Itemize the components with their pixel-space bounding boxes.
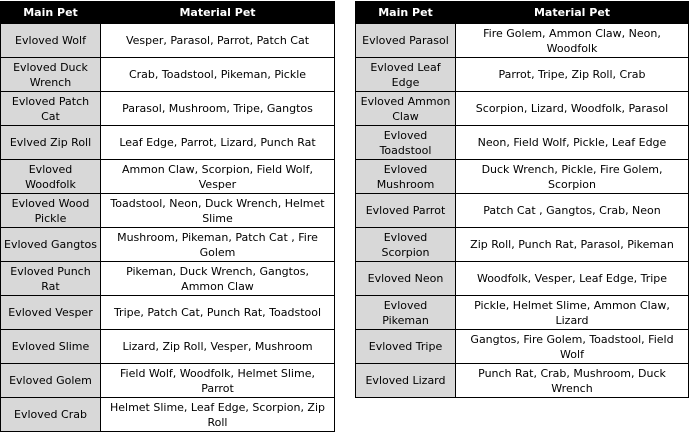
main-pet-cell: Evloved Punch Rat <box>1 262 101 296</box>
material-pet-cell: Pickle, Helmet Slime, Ammon Claw, Lizard <box>456 296 689 330</box>
left-table-body <box>1 24 335 432</box>
main-pet-cell: Evloved Toadstool <box>356 126 456 160</box>
right-table-body <box>356 24 689 398</box>
material-pet-cell: Ammon Claw, Scorpion, Field Wolf, Vesper <box>101 160 335 194</box>
header-material-pet: Material Pet <box>456 2 689 24</box>
table-row <box>1 262 335 296</box>
main-pet-cell: Evloved Neon <box>356 262 456 296</box>
material-pet-cell: Field Wolf, Woodfolk, Helmet Slime, Parrot <box>101 364 335 398</box>
table-row <box>1 160 335 194</box>
table-row <box>1 364 335 398</box>
main-pet-cell: Evloved Pikeman <box>356 296 456 330</box>
main-pet-cell: Evloved Lizard <box>356 364 456 398</box>
main-pet-cell: Evloved Gangtos <box>1 228 101 262</box>
table-row <box>1 330 335 364</box>
table-row <box>1 92 335 126</box>
main-pet-cell: Evloved Golem <box>1 364 101 398</box>
main-pet-cell: Evloved Scorpion <box>356 228 456 262</box>
table-row <box>356 58 689 92</box>
main-pet-cell: Evloved Duck Wrench <box>1 58 101 92</box>
material-pet-cell: Neon, Field Wolf, Pickle, Leaf Edge <box>456 126 689 160</box>
material-pet-cell: Crab, Toadstool, Pikeman, Pickle <box>101 58 335 92</box>
material-pet-cell: Patch Cat , Gangtos, Crab, Neon <box>456 194 689 228</box>
main-pet-cell: Evloved Parrot <box>356 194 456 228</box>
material-pet-cell: Punch Rat, Crab, Mushroom, Duck Wrench <box>456 364 689 398</box>
header-row <box>356 2 689 24</box>
main-pet-cell: Evloved Vesper <box>1 296 101 330</box>
material-pet-cell: Gangtos, Fire Golem, Toadstool, Field Wolf <box>456 330 689 364</box>
table-row <box>356 228 689 262</box>
main-pet-cell: Evloved Ammon Claw <box>356 92 456 126</box>
material-pet-cell: Tripe, Patch Cat, Punch Rat, Toadstool <box>101 296 335 330</box>
table-row <box>1 194 335 228</box>
table-row <box>356 330 689 364</box>
main-pet-cell: Evloved Parasol <box>356 24 456 58</box>
material-pet-cell: Pikeman, Duck Wrench, Gangtos, Ammon Claw <box>101 262 335 296</box>
table-row <box>1 58 335 92</box>
material-pet-cell: Parrot, Tripe, Zip Roll, Crab <box>456 58 689 92</box>
header-main-pet: Main Pet <box>1 2 101 24</box>
table-row <box>356 92 689 126</box>
right-pet-table <box>355 1 689 398</box>
main-pet-cell: Evloved Wolf <box>1 24 101 58</box>
material-pet-cell: Zip Roll, Punch Rat, Parasol, Pikeman <box>456 228 689 262</box>
table-row <box>1 24 335 58</box>
table-row <box>356 24 689 58</box>
table-row <box>1 126 335 160</box>
material-pet-cell: Mushroom, Pikeman, Patch Cat , Fire Golem <box>101 228 335 262</box>
table-row <box>1 228 335 262</box>
material-pet-cell: Duck Wrench, Pickle, Fire Golem, Scorpion <box>456 160 689 194</box>
table-row <box>356 160 689 194</box>
main-pet-cell: Evloved Slime <box>1 330 101 364</box>
main-pet-cell: Evloved Wood Pickle <box>1 194 101 228</box>
table-row <box>356 296 689 330</box>
table-row <box>1 296 335 330</box>
material-pet-cell: Toadstool, Neon, Duck Wrench, Helmet Slime <box>101 194 335 228</box>
main-pet-cell: Evloved Mushroom <box>356 160 456 194</box>
main-pet-cell: Evloved Crab <box>1 398 101 432</box>
main-pet-cell: Evloved Leaf Edge <box>356 58 456 92</box>
table-row <box>1 398 335 432</box>
material-pet-cell: Parasol, Mushroom, Tripe, Gangtos <box>101 92 335 126</box>
table-row <box>356 262 689 296</box>
header-main-pet: Main Pet <box>356 2 456 24</box>
material-pet-cell: Fire Golem, Ammon Claw, Neon, Woodfolk <box>456 24 689 58</box>
material-pet-cell: Helmet Slime, Leaf Edge, Scorpion, Zip Roll <box>101 398 335 432</box>
main-pet-cell: Evloved Patch Cat <box>1 92 101 126</box>
main-pet-cell: Evlved Zip Roll <box>1 126 101 160</box>
table-row <box>356 364 689 398</box>
material-pet-cell: Woodfolk, Vesper, Leaf Edge, Tripe <box>456 262 689 296</box>
material-pet-cell: Lizard, Zip Roll, Vesper, Mushroom <box>101 330 335 364</box>
material-pet-cell: Leaf Edge, Parrot, Lizard, Punch Rat <box>101 126 335 160</box>
material-pet-cell: Vesper, Parasol, Parrot, Patch Cat <box>101 24 335 58</box>
header-material-pet: Material Pet <box>101 2 335 24</box>
left-pet-table <box>0 1 335 432</box>
header-row <box>1 2 335 24</box>
table-row <box>356 194 689 228</box>
material-pet-cell: Scorpion, Lizard, Woodfolk, Parasol <box>456 92 689 126</box>
main-pet-cell: Evloved Woodfolk <box>1 160 101 194</box>
table-row <box>356 126 689 160</box>
main-pet-cell: Evloved Tripe <box>356 330 456 364</box>
